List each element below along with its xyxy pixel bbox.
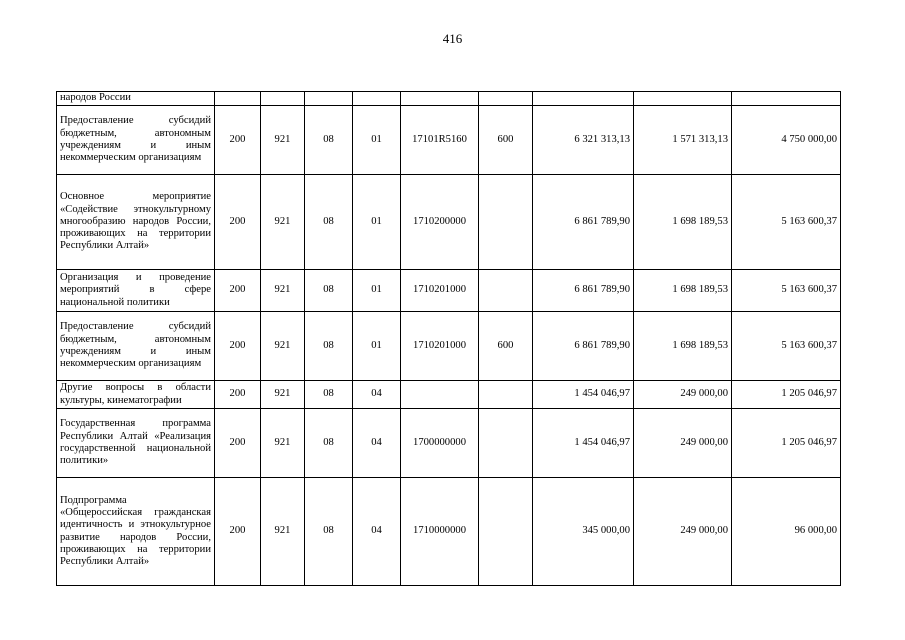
cell-expense-type: 600: [479, 106, 533, 175]
cell-section: 08: [305, 175, 353, 270]
cell-target-article: [401, 381, 479, 409]
cell-subsection: 01: [353, 175, 401, 270]
cell-section: 08: [305, 106, 353, 175]
cell-amount-regional: 1 205 046,97: [732, 409, 841, 478]
cell-ministry-code: 200: [215, 106, 261, 175]
cell-target-article: 1700000000: [401, 409, 479, 478]
cell-amount-federal: 1 698 189,53: [634, 270, 732, 312]
cell-amount-federal: 1 698 189,53: [634, 175, 732, 270]
cell-amount-federal: 249 000,00: [634, 409, 732, 478]
cell-target-article: 1710201000: [401, 312, 479, 381]
cell-amount-federal: 1 698 189,53: [634, 312, 732, 381]
row-name: Другие вопросы в области культуры, кинематографии: [57, 381, 215, 409]
cell-section: 08: [305, 478, 353, 586]
cell-ministry: 921: [261, 312, 305, 381]
row-name: Предоставление субсидий бюджетным, автономным учреждениям и иным некоммерческим организациям: [57, 312, 215, 381]
cell-ministry-code: 200: [215, 381, 261, 409]
cell-ministry: 921: [261, 106, 305, 175]
cell-expense-type: [479, 175, 533, 270]
cell-amount-regional: [732, 92, 841, 106]
table-row: [57, 478, 841, 586]
cell-section: 08: [305, 270, 353, 312]
cell-expense-type: [479, 478, 533, 586]
cell-section: 08: [305, 381, 353, 409]
cell-amount-total: 6 321 313,13: [533, 106, 634, 175]
table-row: [57, 409, 841, 478]
row-name: Организация и проведение мероприятий в сфере национальной политики: [57, 270, 215, 312]
cell-amount-federal: [634, 92, 732, 106]
cell-ministry: 921: [261, 409, 305, 478]
cell-amount-federal: 249 000,00: [634, 478, 732, 586]
cell-target-article: [401, 92, 479, 106]
table-row: [57, 92, 841, 106]
table-row: [57, 312, 841, 381]
table-row: [57, 106, 841, 175]
cell-amount-federal: 1 571 313,13: [634, 106, 732, 175]
row-name: народов России: [57, 92, 215, 106]
row-name: Предоставление субсидий бюджетным, автономным учреждениям и иным некоммерческим организациям: [57, 106, 215, 175]
cell-amount-regional: 5 163 600,37: [732, 175, 841, 270]
cell-ministry-code: 200: [215, 270, 261, 312]
cell-subsection: 04: [353, 381, 401, 409]
cell-ministry: 921: [261, 270, 305, 312]
row-name: Государственная программа Республики Алтай «Реализация государственной национальной политики»: [57, 409, 215, 478]
cell-subsection: 01: [353, 270, 401, 312]
cell-ministry: 921: [261, 478, 305, 586]
cell-amount-total: 1 454 046,97: [533, 381, 634, 409]
page-number: 416: [442, 31, 463, 46]
budget-table: [56, 91, 841, 586]
cell-amount-total: [533, 92, 634, 106]
table-row: [57, 270, 841, 312]
cell-amount-regional: 4 750 000,00: [732, 106, 841, 175]
cell-section: [305, 92, 353, 106]
cell-subsection: 01: [353, 106, 401, 175]
cell-target-article: 1710200000: [401, 175, 479, 270]
cell-subsection: 04: [353, 478, 401, 586]
cell-target-article: 1710000000: [401, 478, 479, 586]
cell-subsection: 01: [353, 312, 401, 381]
cell-amount-regional: 5 163 600,37: [732, 270, 841, 312]
cell-expense-type: [479, 409, 533, 478]
cell-ministry-code: [215, 92, 261, 106]
cell-ministry: [261, 92, 305, 106]
cell-expense-type: 600: [479, 312, 533, 381]
cell-expense-type: [479, 92, 533, 106]
cell-expense-type: [479, 381, 533, 409]
cell-amount-regional: 1 205 046,97: [732, 381, 841, 409]
cell-ministry-code: 200: [215, 478, 261, 586]
cell-amount-total: 345 000,00: [533, 478, 634, 586]
row-name: Подпрограмма «Общероссийская гражданская идентичность и этнокультурное развитие народов России, проживающих на территории Республики Алтай»: [57, 478, 215, 586]
cell-amount-regional: 5 163 600,37: [732, 312, 841, 381]
row-name: Основное мероприятие «Содействие этнокультурному многообразию народов России, проживающих на территории Республики Алтай»: [57, 175, 215, 270]
cell-amount-federal: 249 000,00: [634, 381, 732, 409]
cell-amount-total: 1 454 046,97: [533, 409, 634, 478]
cell-subsection: [353, 92, 401, 106]
cell-ministry-code: 200: [215, 312, 261, 381]
cell-section: 08: [305, 409, 353, 478]
cell-section: 08: [305, 312, 353, 381]
cell-subsection: 04: [353, 409, 401, 478]
cell-amount-total: 6 861 789,90: [533, 312, 634, 381]
table-row: [57, 381, 841, 409]
cell-ministry: 921: [261, 381, 305, 409]
cell-ministry: 921: [261, 175, 305, 270]
cell-amount-total: 6 861 789,90: [533, 270, 634, 312]
cell-ministry-code: 200: [215, 175, 261, 270]
cell-amount-regional: 96 000,00: [732, 478, 841, 586]
cell-target-article: 1710201000: [401, 270, 479, 312]
cell-amount-total: 6 861 789,90: [533, 175, 634, 270]
table-row: [57, 175, 841, 270]
cell-expense-type: [479, 270, 533, 312]
cell-ministry-code: 200: [215, 409, 261, 478]
cell-target-article: 17101R5160: [401, 106, 479, 175]
